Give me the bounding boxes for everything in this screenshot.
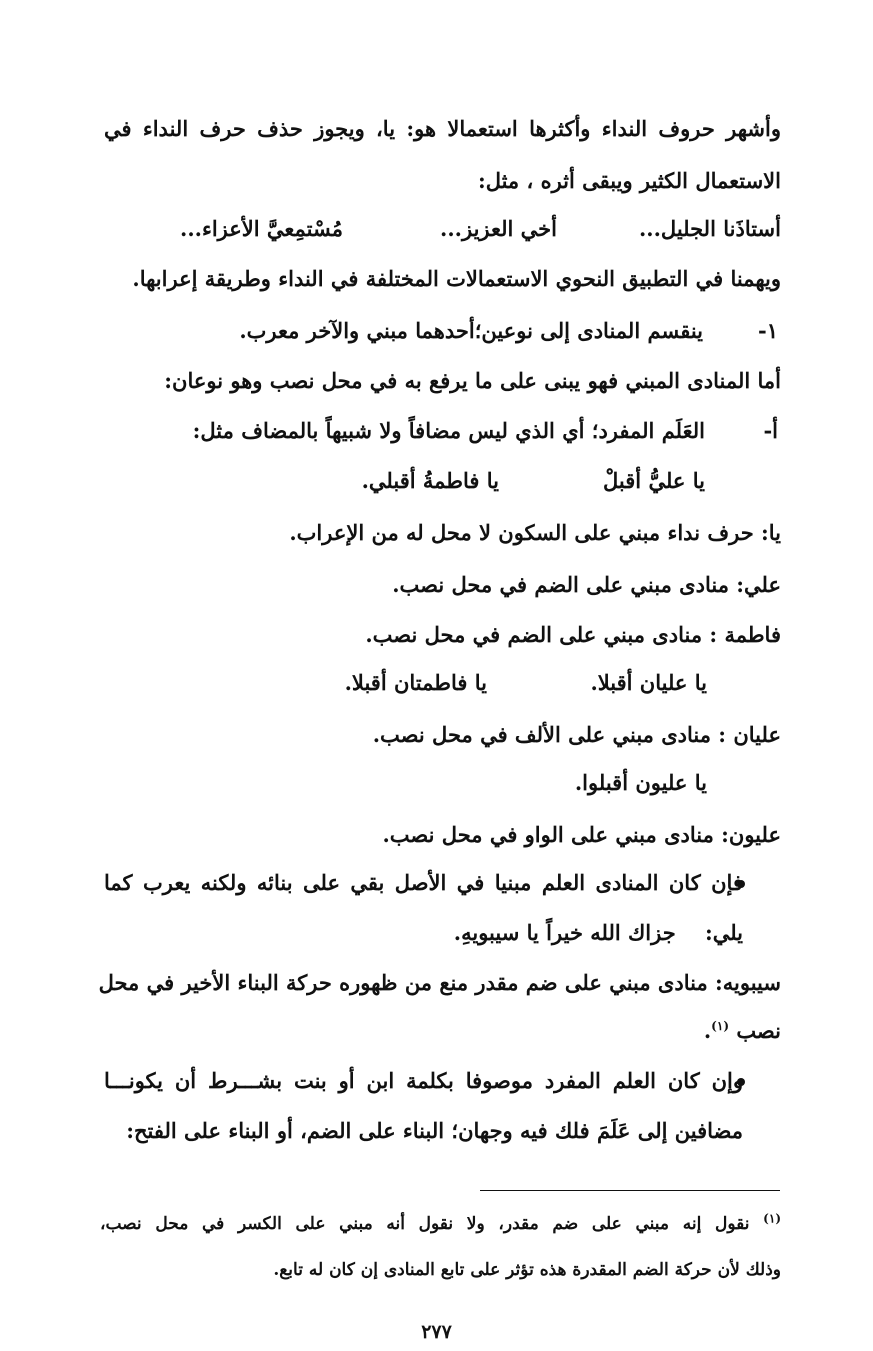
parse-ali: علي: منادى مبني على الضم في محل نصب. <box>392 572 781 597</box>
footnote-marker: (١) <box>763 1211 781 1226</box>
list-item-a-label: أ- <box>763 418 778 443</box>
example-row-3 <box>0 672 873 696</box>
example-akhi: أخي العزيز... <box>440 216 557 241</box>
list-item-1 <box>0 320 873 344</box>
example-ustadhana: أستاذَنا الجليل... <box>639 216 781 241</box>
paragraph-2: ويهمنا في التطبيق النحوي الاستعمالات المختلفة في النداء وطريقة إعرابها. <box>132 266 781 291</box>
list-item-a-text: العَلَم المفرد؛ أي الذي ليس مضافاً ولا شبيهاً بالمضاف مثل: <box>192 418 705 443</box>
parse-fatima: فاطمة : منادى مبني على الضم في محل نصب. <box>365 622 781 647</box>
bullet-2-line-2: مضافين إلى عَلَمَ فلك فيه وجهان؛ البناء على الضم، أو البناء على الفتح: <box>126 1118 743 1143</box>
footnote-separator <box>480 1190 780 1191</box>
example-ya-fatimatan: يا فاطمتان أقبلا. <box>344 670 487 695</box>
intro-line-1: وأشهر حروف النداء وأكثرها استعمالا هو: يا، ويجوز حذف حرف النداء في <box>104 116 781 141</box>
example-ya-fatima: يا فاطمةُ أقبلي. <box>361 468 499 493</box>
footnote-reference[interactable]: (١) <box>711 1019 729 1033</box>
footnote-line-1 <box>100 1211 781 1234</box>
example-ya-alyun: يا عليون أقبلوا. <box>574 770 707 795</box>
list-item-1-number: ١- <box>758 318 778 343</box>
example-ya-ali: يا عليُّ أقبلْ <box>603 468 705 493</box>
footnote-text-1: نقول إنه مبني على ضم مقدر، ولا نقول أنه مبني على الكسر في محل نصب، <box>100 1214 750 1234</box>
bullet-1-line-1: فإن كان المنادى العلم مبنيا في الأصل بقي على بنائه ولكنه يعرب كما <box>104 870 743 895</box>
example-row-2 <box>0 470 873 494</box>
list-item-a <box>0 420 873 444</box>
parse-ya: يا: حرف نداء مبني على السكون لا محل له من الإعراب. <box>289 520 781 545</box>
parse-sibawayh-line-1: سيبويه: منادى مبني على ضم مقدر منع من ظهوره حركة البناء الأخير في محل <box>98 970 781 995</box>
parse-alyan: عليان : منادى مبني على الألف في محل نصب. <box>372 722 781 747</box>
intro-line-2: الاستعمال الكثير ويبقى أثره ، مثل: <box>477 168 781 193</box>
parse-sibawayh-line-2: نصب $^{(١)}$. <box>703 1018 781 1043</box>
example-mustamiiyya: مُسْتمِعيَّ الأعزاء... <box>180 216 343 241</box>
paragraph-3: أما المنادى المبني فهو يبنى على ما يرفع به في محل نصب وهو نوعان: <box>164 368 781 393</box>
footnote-line-2: وذلك لأن حركة الضم المقدرة هذه تؤثر على تابع المنادى إن كان له تابع. <box>273 1260 781 1280</box>
example-ya-alyan: يا عليان أقبلا. <box>590 670 707 695</box>
bullet-2-line-1: وإن كان العلم المفرد موصوفا بكلمة ابن أو بنت بشـــرط أن يكونـــا <box>104 1068 743 1093</box>
bullet-1-line-2: يلي: جزاك الله خيراً يا سيبويهِ. <box>453 920 743 945</box>
parse-sibawayh-word: نصب <box>736 1018 781 1043</box>
list-item-1-text: ينقسم المنادى إلى نوعين؛أحدهما مبني والآخر معرب. <box>239 318 703 343</box>
example-row-1 <box>0 218 873 242</box>
page-number: ٢٧٧ <box>421 1321 452 1343</box>
parse-alyun: عليون: منادى مبني على الواو في محل نصب. <box>382 822 781 847</box>
example-row-4 <box>0 772 873 796</box>
